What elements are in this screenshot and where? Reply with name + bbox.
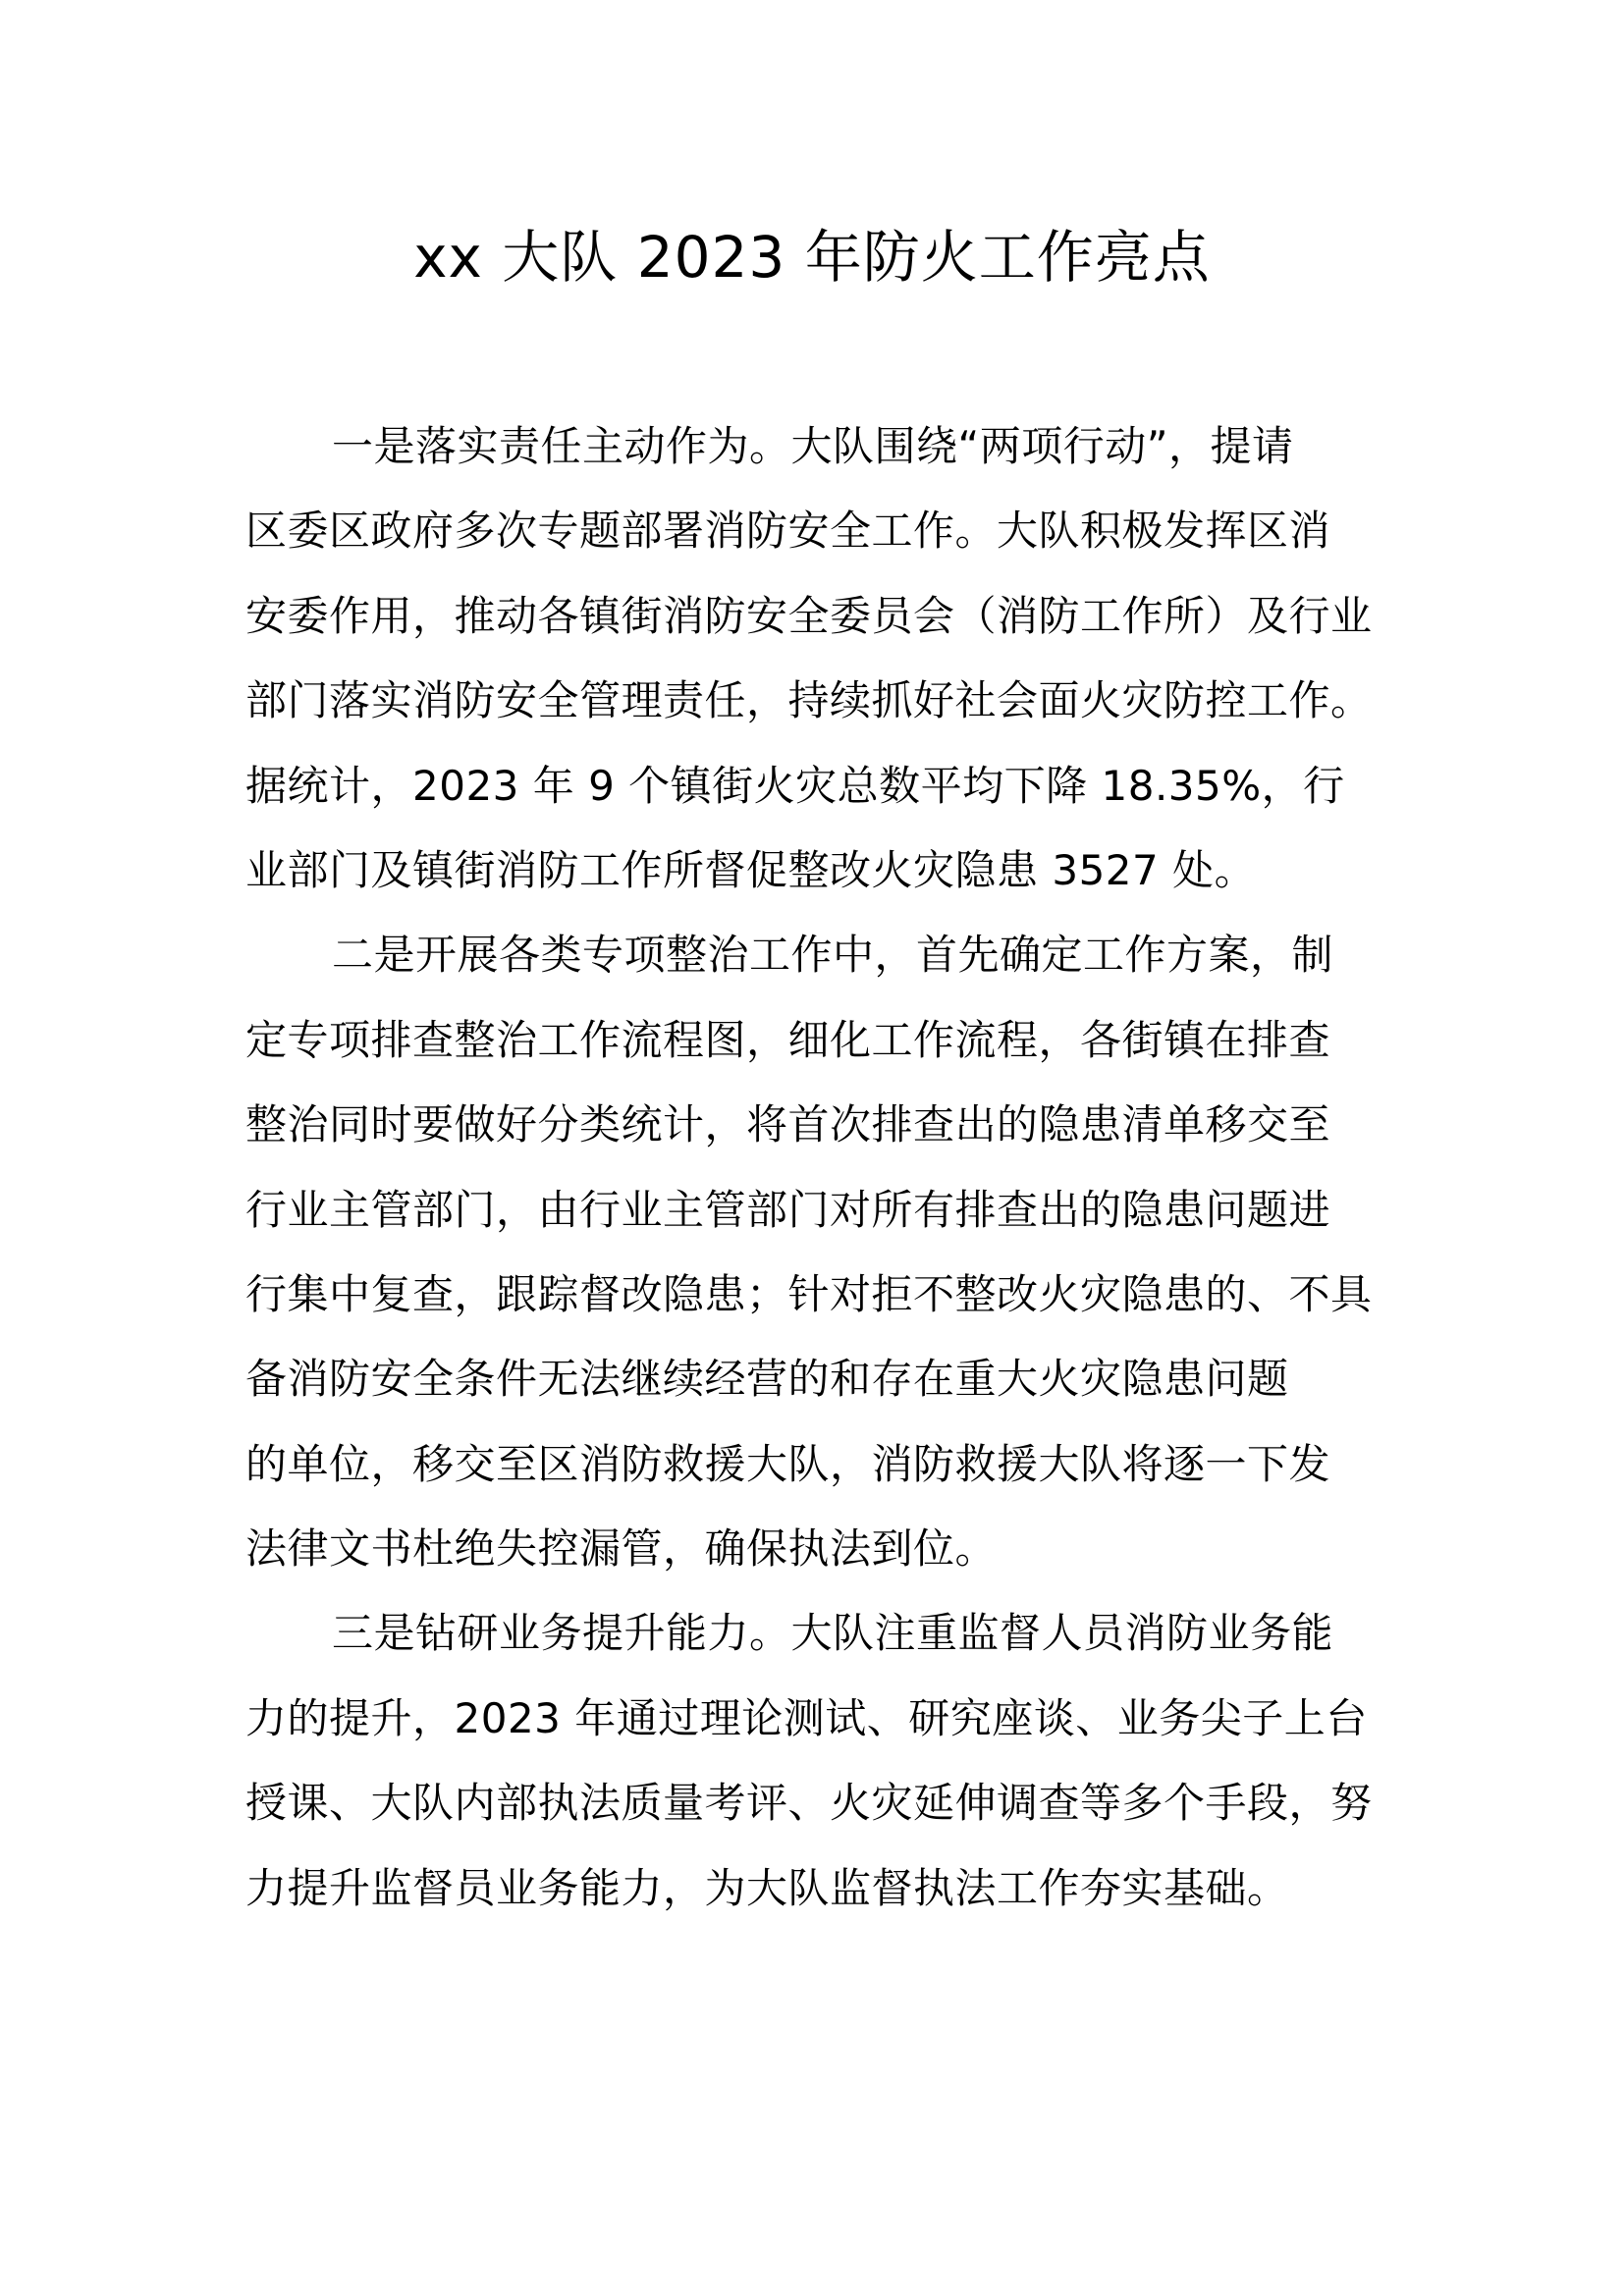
text-line: 的单位，移交至区消防救援大队，消防救援大队将逐一下发 (245, 1439, 1331, 1488)
text-line: 部门落实消防安全管理责任，持续抓好社会面火灾防控工作。 (245, 676, 1373, 725)
text-line: 定专项排查整治工作流程图，细化工作流程，各街镇在排查 (245, 1015, 1331, 1064)
paragraph (245, 404, 1394, 913)
document-body (245, 404, 1394, 1931)
text-line: 安委作用，推动各镇街消防安全委员会（消防工作所）及行业 (245, 591, 1373, 640)
text-line: 二是开展各类专项整治工作中，首先确定工作方案，制 (332, 931, 1334, 980)
text-line: 法律文书杜绝失控漏管，确保执法到位。 (245, 1524, 998, 1574)
text-line: 据统计，2023 年 9 个镇街火灾总数平均下降 18.35%，行 (245, 761, 1345, 810)
text-line: 业部门及镇街消防工作所督促整改火灾隐患 3527 处。 (245, 845, 1257, 894)
text-line: 力的提升，2023 年通过理论测试、研究座谈、业务尖子上台 (245, 1693, 1368, 1742)
text-line: 行业主管部门，由行业主管部门对所有排查出的隐患问题进 (245, 1185, 1331, 1234)
text-line: 行集中复查，跟踪督改隐患；针对拒不整改火灾隐患的、不具 (245, 1269, 1373, 1318)
text-line: 区委区政府多次专题部署消防安全工作。大队积极发挥区消 (245, 507, 1331, 556)
text-line: 三是钻研业务提升能力。大队注重监督人员消防业务能 (332, 1609, 1334, 1658)
paragraph (245, 913, 1394, 1591)
text-line: 授课、大队内部执法质量考评、火灾延伸调查等多个手段，努 (245, 1779, 1373, 1828)
text-line: 力提升监督员业务能力，为大队监督执法工作夯实基础。 (245, 1863, 1289, 1912)
document-title: xx 大队 2023 年防火工作亮点 (413, 224, 1211, 291)
text-line: 一是落实责任主动作为。大队围绕“两项行动”，提请 (332, 422, 1294, 470)
text-line: 整治同时要做好分类统计，将首次排查出的隐患清单移交至 (245, 1100, 1331, 1149)
text-line: 备消防安全条件无法继续经营的和存在重大火灾隐患问题 (245, 1355, 1289, 1404)
paragraph (245, 1591, 1394, 1931)
